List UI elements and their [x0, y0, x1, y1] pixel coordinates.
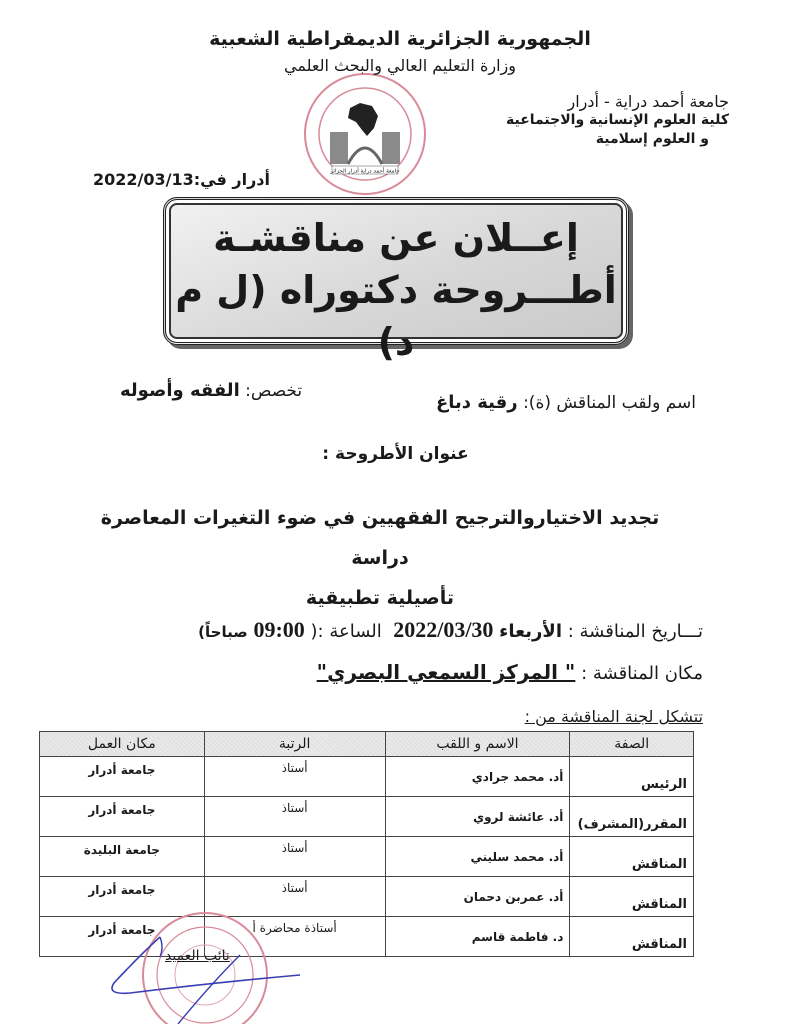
member-role: المقرر(المشرف)	[570, 797, 694, 837]
member-role: المناقش	[570, 877, 694, 917]
member-workplace: جامعة أدرار	[40, 797, 205, 837]
university-stamp-logo	[290, 70, 440, 198]
defense-date-value: 2022/03/30	[393, 617, 494, 642]
member-rank: أستاذ	[204, 757, 385, 797]
member-name: أد. عمربن دحمان	[385, 877, 570, 917]
logo-caption: جامعة أحمد دراية أدرار الجزائر	[330, 168, 400, 175]
candidate-name	[436, 392, 696, 413]
thesis-title-line-2: تأصيلية تطبيقية	[305, 587, 455, 609]
defense-place-label: مكان المناقشة :	[581, 663, 703, 684]
member-workplace: جامعة أدرار	[40, 877, 205, 917]
table-header-row	[40, 732, 694, 757]
defense-time-suffix: صباحاً)	[198, 623, 248, 641]
university-name: جامعة أحمد دراية - أدرار	[567, 92, 729, 111]
issue-date-value: 2022/03/13	[93, 170, 194, 189]
university-block	[506, 92, 729, 149]
ministry-heading: وزارة التعليم العالي والبحث العلمي	[284, 56, 516, 75]
thesis-label: عنوان الأطروحة :	[322, 444, 469, 464]
announcement-title: إعــلان عن مناقشـة	[213, 216, 579, 260]
faculty-line-1: كلية العلوم الإنسانية والاجتماعية	[506, 112, 729, 128]
member-workplace: جامعة أدرار	[40, 917, 205, 957]
signature-title: نائب العميد	[165, 948, 230, 964]
specialty-value: الفقه وأصوله	[120, 380, 240, 401]
header-workplace: مكان العمل	[40, 732, 205, 757]
committee-label: تتشكل لجنة المناقشة من :	[524, 707, 703, 726]
member-name: أد. عائشة لروي	[385, 797, 570, 837]
table-row	[40, 757, 694, 797]
member-role: المناقش	[570, 837, 694, 877]
issue-date-label: أدرار في:	[193, 170, 270, 189]
defense-day: الأربعاء	[499, 621, 562, 642]
candidate-name-value: رقية دباغ	[435, 392, 518, 413]
member-name: أد. محمد جرادي	[385, 757, 570, 797]
republic-heading: الجمهورية الجزائرية الديمقراطية الشعبية	[209, 28, 591, 50]
defense-date-label: تـــاريخ المناقشة :	[567, 621, 703, 642]
header-rank: الرتبة	[204, 732, 385, 757]
announcement-subtitle: أطـــروحة دكتوراه (ل م د)	[175, 268, 617, 364]
member-rank: أستاذ	[204, 797, 385, 837]
header-role: الصفة	[570, 732, 694, 757]
member-workplace: جامعة أدرار	[40, 757, 205, 797]
issue-date	[93, 170, 270, 189]
table-row	[40, 797, 694, 837]
announcement-title-box	[163, 197, 629, 364]
member-role: الرئيس	[570, 757, 694, 797]
defense-place	[317, 660, 703, 684]
africa-map-icon	[348, 103, 378, 136]
defense-time: 09:00	[253, 617, 305, 642]
member-name: د. فاطمة قاسم	[385, 917, 570, 957]
faculty-line-2: و العلوم إسلامية	[595, 131, 709, 147]
defense-place-value: " المركز السمعي البصري"	[316, 660, 576, 684]
candidate-name-label: اسم ولقب المناقش (ة):	[523, 393, 696, 413]
table-row	[40, 837, 694, 877]
member-name: أد. محمد سليني	[385, 837, 570, 877]
specialty-label: تخصص:	[245, 381, 303, 401]
defense-date	[198, 617, 703, 643]
specialty	[120, 380, 302, 401]
defense-time-label: الساعة :(	[310, 621, 382, 642]
member-workplace: جامعة البليدة	[40, 837, 205, 877]
thesis-title	[70, 498, 690, 618]
thesis-title-line-1: تجديد الاختياروالترجيح الفقهيين في ضوء التغيرات المعاصرة دراسة	[100, 507, 660, 569]
member-rank: أستاذ	[204, 877, 385, 917]
member-rank: أستاذ	[204, 837, 385, 877]
member-rank: أستاذة محاضرة أ	[204, 917, 385, 957]
header-name: الاسم و اللقب	[385, 732, 570, 757]
handwritten-signature	[100, 925, 320, 1024]
member-role: المناقش	[570, 917, 694, 957]
